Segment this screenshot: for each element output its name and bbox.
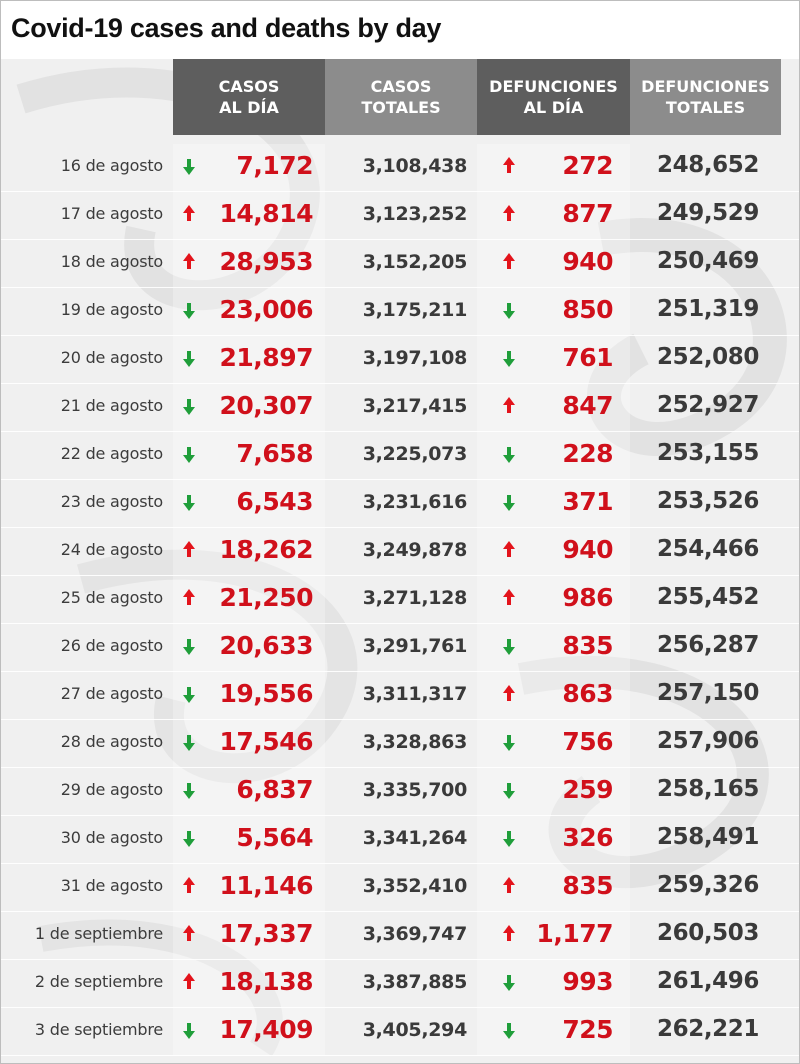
deaths-per-day-value: 863 [562,679,613,708]
deaths-per-day-value: 259 [562,775,613,804]
total-deaths-value: 258,491 [657,824,759,850]
arrow-up-icon [502,588,516,608]
total-deaths-value: 262,221 [657,1016,759,1042]
deaths-per-day-value: 877 [562,199,613,228]
total-cases-value: 3,249,878 [362,539,467,561]
row-date: 24 de agosto [60,540,163,559]
deaths-per-day-value: 371 [562,487,613,516]
arrow-down-icon [182,396,196,416]
total-cases-value: 3,405,294 [362,1019,467,1041]
deaths-per-day-value: 761 [562,343,613,372]
table-row [1,1008,799,1056]
cases-per-day-value: 5,564 [236,823,313,852]
table-row [1,576,799,624]
header-defunciones-totales: DEFUNCIONES TOTALES [630,59,781,135]
table-row [1,144,799,192]
total-deaths-value: 259,326 [657,872,759,898]
total-cases-value: 3,175,211 [362,299,467,321]
cases-per-day-value: 17,337 [219,919,313,948]
arrow-up-icon [502,156,516,176]
total-cases-value: 3,352,410 [362,875,467,897]
row-date: 30 de agosto [60,828,163,847]
header-defunciones-al-dia: DEFUNCIONES AL DÍA [477,59,630,135]
cases-per-day-value: 7,172 [236,151,313,180]
arrow-up-icon [182,588,196,608]
total-cases-value: 3,225,073 [362,443,467,465]
row-date: 17 de agosto [60,204,163,223]
deaths-per-day-value: 940 [562,535,613,564]
arrow-up-icon [502,540,516,560]
arrow-up-icon [502,396,516,416]
row-date: 26 de agosto [60,636,163,655]
arrow-down-icon [182,780,196,800]
arrow-up-icon [502,684,516,704]
arrow-up-icon [502,924,516,944]
total-deaths-value: 257,906 [657,728,759,754]
arrow-up-icon [502,204,516,224]
arrow-down-icon [502,492,516,512]
total-cases-value: 3,335,700 [362,779,467,801]
total-deaths-value: 254,466 [657,536,759,562]
total-deaths-value: 250,469 [657,248,759,274]
cases-per-day-value: 17,546 [219,727,313,756]
table-row [1,816,799,864]
table-row [1,288,799,336]
row-date: 25 de agosto [60,588,163,607]
deaths-per-day-value: 986 [562,583,613,612]
chart-title: Covid-19 cases and deaths by day [11,13,442,43]
total-deaths-value: 260,503 [657,920,759,946]
total-deaths-value: 253,526 [657,488,759,514]
row-date: 16 de agosto [60,156,163,175]
arrow-down-icon [502,636,516,656]
title-bar [1,1,799,59]
table-row [1,768,799,816]
cases-per-day-value: 20,307 [219,391,313,420]
total-deaths-value: 252,080 [657,344,759,370]
arrow-down-icon [502,780,516,800]
table-row [1,192,799,240]
cases-per-day-value: 28,953 [219,247,313,276]
arrow-down-icon [182,684,196,704]
arrow-down-icon [502,732,516,752]
arrow-down-icon [502,828,516,848]
total-cases-value: 3,217,415 [362,395,467,417]
cases-per-day-value: 7,658 [236,439,313,468]
row-date: 27 de agosto [60,684,163,703]
total-deaths-value: 257,150 [657,680,759,706]
arrow-down-icon [502,444,516,464]
total-deaths-value: 248,652 [657,152,759,178]
deaths-per-day-value: 835 [562,871,613,900]
row-date: 21 de agosto [60,396,163,415]
arrow-down-icon [502,348,516,368]
cases-per-day-value: 6,543 [236,487,313,516]
arrow-up-icon [182,876,196,896]
arrow-down-icon [182,492,196,512]
table-row [1,624,799,672]
row-date: 29 de agosto [60,780,163,799]
total-cases-value: 3,123,252 [362,203,467,225]
cases-per-day-value: 11,146 [219,871,313,900]
arrow-down-icon [182,348,196,368]
cases-per-day-value: 19,556 [219,679,313,708]
cases-per-day-value: 20,633 [219,631,313,660]
cases-per-day-value: 14,814 [219,199,313,228]
row-divider [1,1055,799,1056]
total-cases-value: 3,231,616 [362,491,467,513]
total-cases-value: 3,328,863 [362,731,467,753]
total-cases-value: 3,387,885 [362,971,467,993]
arrow-down-icon [182,156,196,176]
deaths-per-day-value: 847 [562,391,613,420]
deaths-per-day-value: 940 [562,247,613,276]
cases-per-day-value: 17,409 [219,1015,313,1044]
total-cases-value: 3,369,747 [362,923,467,945]
header-casos-totales: CASOS TOTALES [325,59,477,135]
arrow-down-icon [182,828,196,848]
deaths-per-day-value: 835 [562,631,613,660]
deaths-per-day-value: 850 [562,295,613,324]
table-row [1,672,799,720]
table-row [1,960,799,1008]
total-deaths-value: 252,927 [657,392,759,418]
total-cases-value: 3,197,108 [362,347,467,369]
arrow-down-icon [182,636,196,656]
total-cases-value: 3,271,128 [362,587,467,609]
table-row [1,240,799,288]
total-deaths-value: 251,319 [657,296,759,322]
table-row [1,432,799,480]
total-deaths-value: 258,165 [657,776,759,802]
arrow-up-icon [182,972,196,992]
arrow-down-icon [182,300,196,320]
arrow-down-icon [182,732,196,752]
total-deaths-value: 255,452 [657,584,759,610]
cases-per-day-value: 18,262 [219,535,313,564]
total-cases-value: 3,108,438 [362,155,467,177]
table-row [1,336,799,384]
deaths-per-day-value: 228 [562,439,613,468]
total-deaths-value: 256,287 [657,632,759,658]
cases-per-day-value: 21,897 [219,343,313,372]
arrow-down-icon [502,1020,516,1040]
cases-per-day-value: 18,138 [219,967,313,996]
table-row [1,720,799,768]
deaths-per-day-value: 326 [562,823,613,852]
arrow-down-icon [182,1020,196,1040]
table-row [1,864,799,912]
total-deaths-value: 249,529 [657,200,759,226]
arrow-up-icon [182,252,196,272]
arrow-down-icon [502,300,516,320]
table-row [1,912,799,960]
cases-per-day-value: 21,250 [219,583,313,612]
arrow-up-icon [182,204,196,224]
table-row [1,480,799,528]
deaths-per-day-value: 725 [562,1015,613,1044]
row-date: 23 de agosto [60,492,163,511]
cases-per-day-value: 23,006 [219,295,313,324]
deaths-per-day-value: 272 [562,151,613,180]
row-date: 22 de agosto [60,444,163,463]
total-cases-value: 3,152,205 [362,251,467,273]
total-cases-value: 3,291,761 [362,635,467,657]
deaths-per-day-value: 1,177 [536,919,613,948]
arrow-up-icon [182,540,196,560]
total-cases-value: 3,341,264 [362,827,467,849]
cases-per-day-value: 6,837 [236,775,313,804]
row-date: 1 de septiembre [34,924,163,943]
row-date: 2 de septiembre [34,972,163,991]
deaths-per-day-value: 756 [562,727,613,756]
arrow-up-icon [502,876,516,896]
total-deaths-value: 253,155 [657,440,759,466]
row-date: 3 de septiembre [34,1020,163,1039]
row-date: 31 de agosto [60,876,163,895]
arrow-up-icon [502,252,516,272]
deaths-per-day-value: 993 [562,967,613,996]
total-deaths-value: 261,496 [657,968,759,994]
arrow-down-icon [182,444,196,464]
row-date: 28 de agosto [60,732,163,751]
row-date: 19 de agosto [60,300,163,319]
row-date: 20 de agosto [60,348,163,367]
row-date: 18 de agosto [60,252,163,271]
table-row [1,528,799,576]
arrow-up-icon [182,924,196,944]
header-casos-al-dia: CASOS AL DÍA [173,59,325,135]
table-row [1,384,799,432]
total-cases-value: 3,311,317 [362,683,467,705]
arrow-down-icon [502,972,516,992]
